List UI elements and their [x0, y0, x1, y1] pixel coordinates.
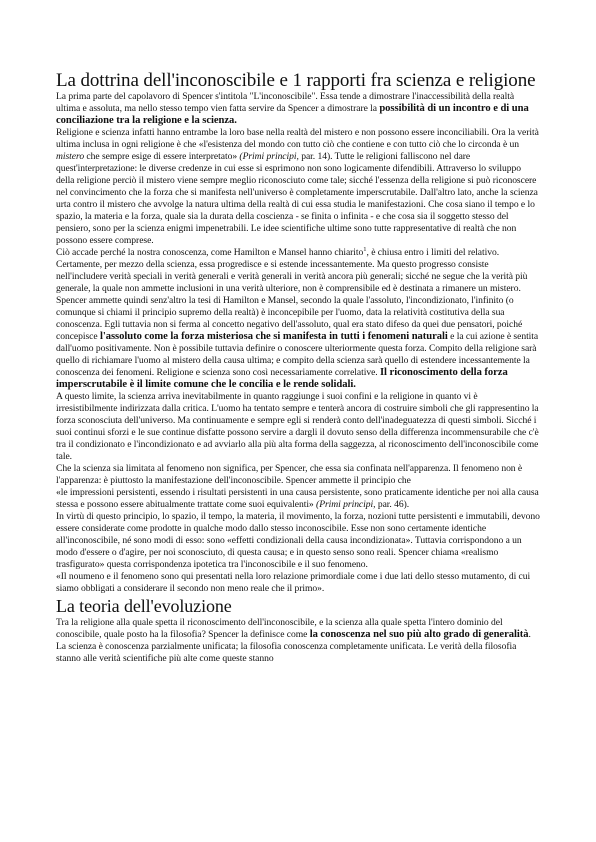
paragraph-filosofia: [56, 617, 540, 665]
quotation-primi-principi: [56, 487, 540, 511]
paragraph-text: , è chiusa entro i limiti del relativo. Certamente, per mezzo della scienza, essa progredisce e si estende incessantemente. Ma questo progresso consiste nell'includere verità speciali in verità generali e verità generali in verità ancora più generali; sicché ne segue che la verità più generale, la quale non ammette inclusioni in una verità ulteriore, non è comprensibile ed è destinata a rimanere un mistero. Spencer ammette quindi senz'altro la tesi di Hamilton e Mansel, secondo la quale l'assoluto, l'incondizionato, l'infinito (o comunque si chiami il principio supremo della realtà) è inconcepibile per l'uomo, data la relatività costitutiva della sua conoscenza. Egli tuttavia non si ferma al concetto negativo dell'assoluto, qual era stato difeso da quei due pensatori, poiché concepisce: [56, 247, 528, 342]
paragraph-text: Ciò accade perché la nostra conoscenza, come Hamilton e Mansel hanno chiarito: [56, 247, 364, 258]
bold-phrase: Il riconoscimento della forza imperscrutabile è il limite comune che le concilia e le rende solidali.: [56, 367, 508, 390]
section-heading-inconoscibile: La dottrina dell'inconoscibile e 1 rapporti fra scienza e religione: [56, 70, 536, 91]
quotation-text: par. 46).: [375, 499, 410, 510]
paragraph-limite: A questo limite, la scienza arriva inevitabilmente in quanto raggiunge i suoi confini e la religione in quanto vi è irresistibilmente indirizzata dalla critica. L'uomo ha tentato sempre e tenterà ancora di costruire simboli che gli rappresentino la forza sconosciuta dell'universo. Ma continuamente e sempre egli si renderà conto dell'inadeguatezza di questi simboli. Sicché i suoi continui sforzi e le sue continue disfatte possono servire a dargli il dovuto senso della differenza incommensurabile che c'è tra il condizionato e l'incondizionato e ad avviarlo alla più alta forma della saggezza, al riconoscimento dell'inconoscibile come tale.: [56, 391, 539, 462]
citation: (Primi principi,: [239, 151, 299, 162]
section-heading-evoluzione: La teoria dell'evoluzione: [56, 596, 232, 616]
bold-phrase: possibilità di un incontro e di una conciliazione tra la religione e la scienza.: [56, 103, 529, 126]
bold-phrase: l'assoluto come la forza misteriosa che si manifesta in tutti i fenomeni naturali: [99, 331, 448, 342]
citation: (Primi principi,: [316, 499, 376, 510]
document-page: [56, 70, 540, 665]
paragraph-text: e la cui azione è sentita dall'uomo positivamente. Non è possibile tuttavia definire o conoscere ulteriormente questa forza. Compito della religione sarà quello di richiamare l'uomo al mistero della causa ultima; e compito della scienza sarà quello di estendere incessantemente la conoscenza dei fenomeni. Religione e scienza sono così necessariamente correlative.: [56, 331, 539, 378]
footnote-marker[interactable]: 1: [363, 245, 367, 253]
paragraph-text: . La scienza è conoscenza parzialmente unificata; la filosofia conoscenza completamente unificata. Le verità della filosofia stanno alle verità scientifiche più alte come queste stanno: [56, 629, 531, 664]
paragraph-text: La prima parte del capolavoro di Spencer s'intitola "L'inconoscibile". Essa tende a dimostrare l'inaccessibilità della realtà ultima e assoluta, ma nello stesso tempo vien fatta servire da Spencer a dimostrare la: [56, 91, 515, 114]
paragraph-conoscenza-relativa: [56, 247, 540, 391]
paragraph-text: par. 14). Tutte le religioni falliscono nel dare quest'interpretazione: le diverse credenze in cui esse si esprimono non sono logicamente difendibili. Attraverso lo sviluppo della religione perciò il mistero viene sempre meglio riconosciuto come tale; sicché l'essenza della religione si può riconoscere nel convincimento che la forza che si manifesta nell'universo è completamente imperscrutabile. Dall'altro lato, anche la scienza urta contro il mistero che avvolge la natura ultima della realtà di cui essa studia le manifestazioni. Che cosa siano il tempo e lo spazio, la materia e la forza, quale sia la durata della coscienza - se finita o infinita - e che cosa sia il soggetto stesso del pensiero, sono per la scienza enigmi impenetrabili. Le idee scientifiche ultime sono tutte rappresentative di realtà che non possono essere comprese.: [56, 151, 538, 246]
paragraph-religione-scienza: [56, 127, 540, 247]
paragraph-realismo-trasfigurato: In virtù di questo principio, lo spazio, il tempo, la materia, il movimento, la forza, nozioni tutte persistenti e immutabili, devono essere considerate come prodotte in qualche modo dallo stesso inconoscibile. Esse non sono certamente identiche all'inconoscibile, né sono modi di esso: sono «effetti condizionali della causa incondizionata». Tuttavia corrispondono a un modo d'essere o d'agire, per noi sconosciuto, di questa causa; e in questo senso sono reali. Spencer chiama «realismo trasfigurato» questa corrispondenza ipotetica tra l'inconoscibile e il suo fenomeno.: [56, 511, 540, 570]
italic-phrase: mistero: [56, 151, 85, 162]
paragraph-text: che sempre esige di essere interpretato»: [84, 151, 240, 162]
paragraph-text: Tra la religione alla quale spetta il riconoscimento dell'inconoscibile, e la scienza alla quale spetta l'intero dominio del conoscibile, quale posto ha la filosofia? Spencer la definisce come: [56, 617, 503, 640]
quotation-noumeno: «Il noumeno e il fenomeno sono qui presentati nella loro relazione primordiale come i due lati dello stesso mutamento, di cui siamo obbligati a considerare il secondo non meno reale che il primo».: [56, 571, 531, 594]
paragraph-text: Religione e scienza infatti hanno entrambe la loro base nella realtà del mistero e non possono essere inconciliabili. Ora la verità ultima inclusa in ogni religione è che «l'esistenza del mondo con tutto ciò che contiene e con tutto ciò che lo circonda è un: [56, 127, 539, 150]
bold-phrase: la conoscenza nel suo più alto grado di generalità: [309, 629, 529, 640]
paragraph-fenomeno: Che la scienza sia limitata al fenomeno non significa, per Spencer, che essa sia confinata nell'apparenza. Il fenomeno non è l'apparenza: è piuttosto la manifestazione dell'inconoscibile. Spencer ammette il principio che: [56, 463, 523, 486]
paragraph-intro: [56, 91, 540, 127]
quotation-text: «le impressioni persistenti, essendo i risultati persistenti in una causa persistente, sono praticamente identiche per noi alla causa stessa e possono essere abitualmente trattate come suoi equivalenti»: [56, 487, 539, 510]
